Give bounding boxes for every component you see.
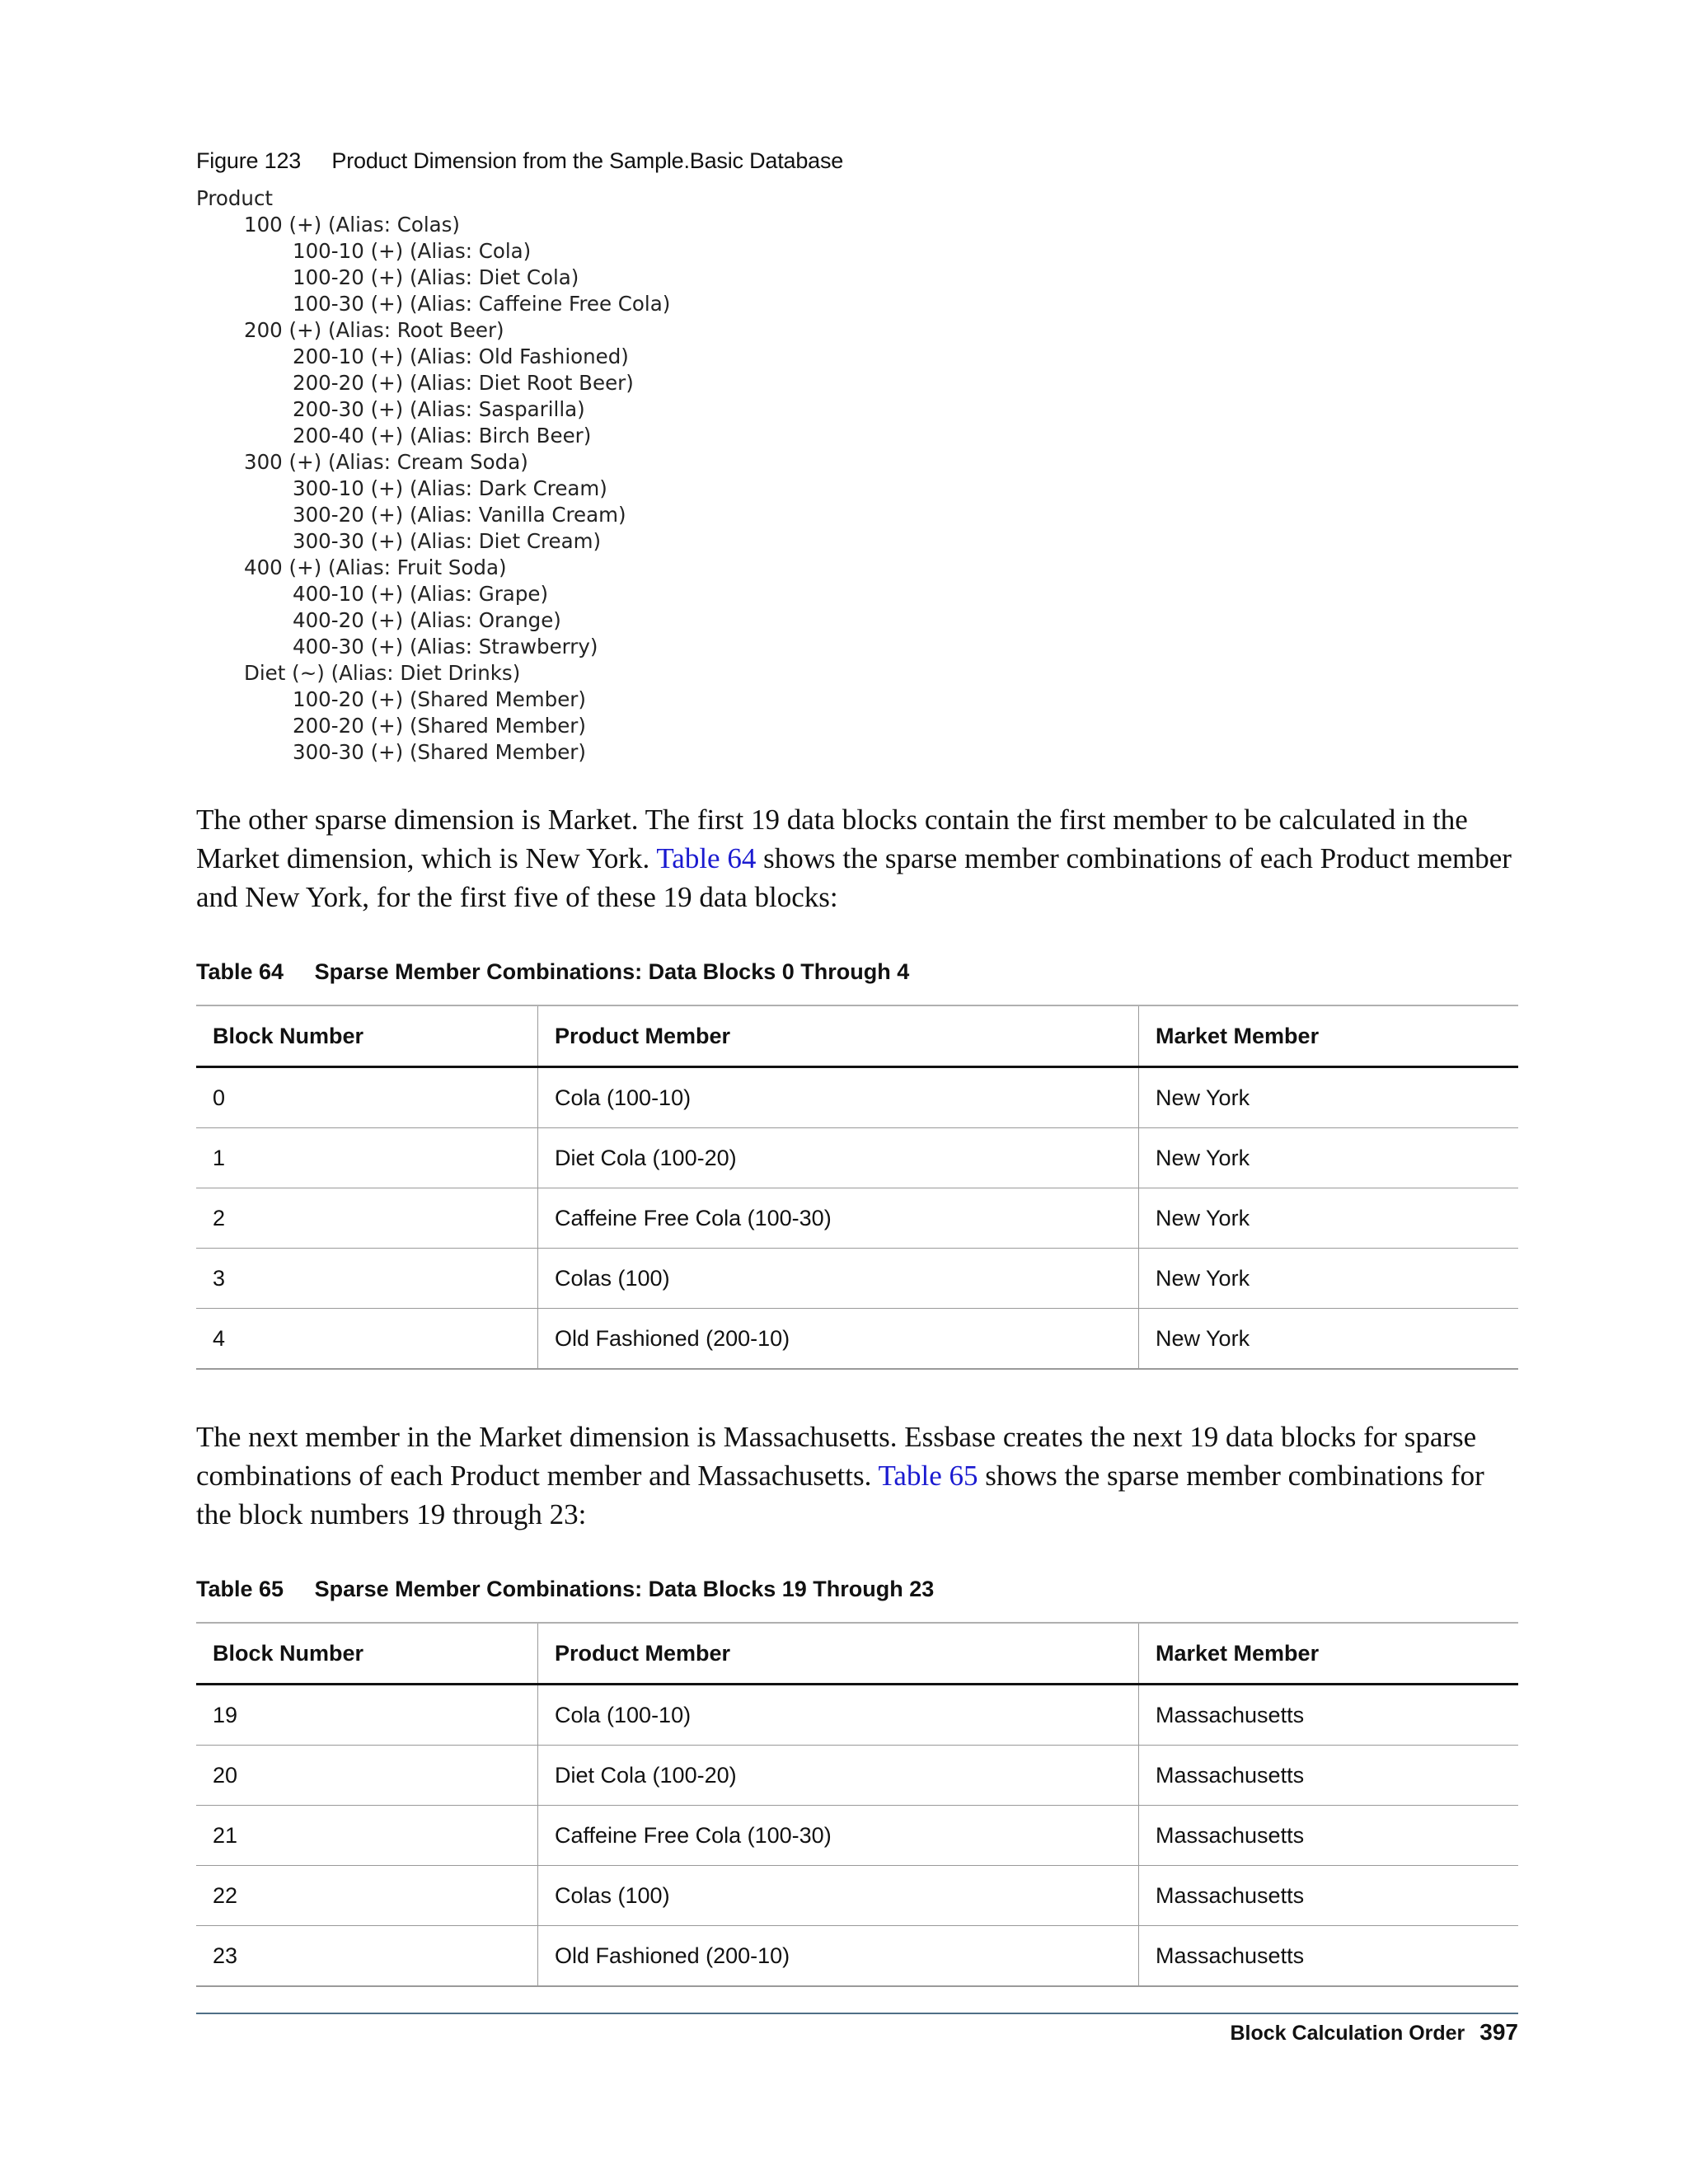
market-member-cell: Massachusetts: [1139, 1806, 1519, 1866]
tree-node: 200-10 (+) (Alias: Old Fashioned): [293, 344, 629, 368]
tree-node: 100-20 (+) (Shared Member): [293, 687, 586, 711]
tree-node: 100 (+) (Alias: Colas): [244, 213, 460, 237]
paragraph-text: The other sparse dimension is Market. The first 19 data blocks contain the first member to be calculated in the Market dimension, which is New York.: [196, 804, 1468, 874]
figure-caption: [196, 148, 1518, 174]
tree-node: Product: [196, 186, 274, 210]
tree-node: 100-20 (+) (Alias: Diet Cola): [293, 265, 579, 289]
table-row: [196, 1309, 1518, 1370]
product-member-cell: Diet Cola (100-20): [538, 1128, 1139, 1188]
tree-node: Diet (~) (Alias: Diet Drinks): [244, 661, 521, 685]
tree-node: 300-10 (+) (Alias: Dark Cream): [293, 476, 607, 500]
column-header: Product Member: [538, 1623, 1139, 1685]
product-dimension-tree: [196, 185, 1518, 766]
block-number-cell: 19: [196, 1685, 538, 1746]
paragraph-massachusetts: [196, 1418, 1518, 1534]
block-number-cell: 21: [196, 1806, 538, 1866]
column-header: Product Member: [538, 1005, 1139, 1067]
tree-node: 200-30 (+) (Alias: Sasparilla): [293, 397, 585, 421]
tree-node: 200 (+) (Alias: Root Beer): [244, 318, 504, 342]
column-header: Market Member: [1139, 1623, 1519, 1685]
tree-node: 100-30 (+) (Alias: Caffeine Free Cola): [293, 292, 671, 316]
paragraph-text: shows the sparse member combinations for the block numbers 19 through 23:: [196, 1460, 1484, 1530]
table-row: [196, 1926, 1518, 1987]
paragraph-new-york: [196, 800, 1518, 916]
table-65: [196, 1622, 1518, 1987]
table-row: [196, 1806, 1518, 1866]
footer-divider: [196, 2013, 1518, 2014]
table-title: Sparse Member Combinations: Data Blocks 0 Through 4: [314, 959, 910, 984]
block-number-cell: 2: [196, 1188, 538, 1249]
tree-node: 300 (+) (Alias: Cream Soda): [244, 450, 528, 474]
tree-node: 400-30 (+) (Alias: Strawberry): [293, 635, 598, 658]
figure-title: Product Dimension from the Sample.Basic Database: [331, 148, 844, 173]
product-member-cell: Caffeine Free Cola (100-30): [538, 1806, 1139, 1866]
tree-node: 400-20 (+) (Alias: Orange): [293, 608, 561, 632]
table-number: Table 65: [196, 1577, 284, 1601]
paragraph-text: The next member in the Market dimension is Massachusetts. Essbase creates the next 19 data blocks for sparse combinations of each Product member and Massachusetts.: [196, 1421, 1477, 1492]
block-number-cell: 20: [196, 1746, 538, 1806]
tree-node: 300-30 (+) (Shared Member): [293, 740, 586, 764]
block-number-cell: 1: [196, 1128, 538, 1188]
tree-node: 300-20 (+) (Alias: Vanilla Cream): [293, 503, 626, 527]
table-64: [196, 1005, 1518, 1370]
table-64-caption: [196, 959, 1518, 985]
block-number-cell: 0: [196, 1067, 538, 1128]
page-number: 397: [1479, 2019, 1518, 2045]
product-member-cell: Colas (100): [538, 1866, 1139, 1926]
block-number-cell: 3: [196, 1249, 538, 1309]
page-footer: [1230, 2019, 1518, 2046]
paragraph-text: shows the sparse member combinations of each Product member and New York, for the first five of these 19 data blocks:: [196, 842, 1512, 913]
product-member-cell: Old Fashioned (200-10): [538, 1309, 1139, 1370]
tree-node: 300-30 (+) (Alias: Diet Cream): [293, 529, 602, 553]
table-title: Sparse Member Combinations: Data Blocks 19 Through 23: [314, 1577, 935, 1601]
column-header: Market Member: [1139, 1005, 1519, 1067]
column-header: Block Number: [196, 1005, 538, 1067]
tree-node: 400 (+) (Alias: Fruit Soda): [244, 555, 507, 579]
column-header: Block Number: [196, 1623, 538, 1685]
block-number-cell: 22: [196, 1866, 538, 1926]
table-header-row: [196, 1005, 1518, 1067]
table-number: Table 64: [196, 959, 284, 984]
table-row: [196, 1128, 1518, 1188]
table-row: [196, 1249, 1518, 1309]
tree-node: 200-40 (+) (Alias: Birch Beer): [293, 424, 592, 448]
table-header-row: [196, 1623, 1518, 1685]
tree-node: 400-10 (+) (Alias: Grape): [293, 582, 549, 606]
table-row: [196, 1188, 1518, 1249]
table-65-link[interactable]: Table 65: [878, 1460, 978, 1492]
market-member-cell: New York: [1139, 1188, 1519, 1249]
table-64-link[interactable]: Table 64: [656, 842, 757, 874]
product-member-cell: Cola (100-10): [538, 1685, 1139, 1746]
market-member-cell: Massachusetts: [1139, 1746, 1519, 1806]
market-member-cell: New York: [1139, 1249, 1519, 1309]
table-row: [196, 1685, 1518, 1746]
block-number-cell: 23: [196, 1926, 538, 1987]
market-member-cell: Massachusetts: [1139, 1926, 1519, 1987]
document-page: [196, 140, 1518, 2035]
figure-number: Figure 123: [196, 148, 302, 173]
product-member-cell: Caffeine Free Cola (100-30): [538, 1188, 1139, 1249]
product-member-cell: Old Fashioned (200-10): [538, 1926, 1139, 1987]
table-row: [196, 1746, 1518, 1806]
product-member-cell: Diet Cola (100-20): [538, 1746, 1139, 1806]
product-member-cell: Colas (100): [538, 1249, 1139, 1309]
table-65-caption: [196, 1577, 1518, 1602]
market-member-cell: New York: [1139, 1309, 1519, 1370]
footer-section-title: Block Calculation Order: [1230, 2022, 1465, 2045]
market-member-cell: Massachusetts: [1139, 1866, 1519, 1926]
table-row: [196, 1866, 1518, 1926]
tree-node: 200-20 (+) (Shared Member): [293, 714, 586, 738]
market-member-cell: New York: [1139, 1067, 1519, 1128]
market-member-cell: Massachusetts: [1139, 1685, 1519, 1746]
tree-node: 100-10 (+) (Alias: Cola): [293, 239, 532, 263]
market-member-cell: New York: [1139, 1128, 1519, 1188]
product-member-cell: Cola (100-10): [538, 1067, 1139, 1128]
block-number-cell: 4: [196, 1309, 538, 1370]
table-row: [196, 1067, 1518, 1128]
tree-node: 200-20 (+) (Alias: Diet Root Beer): [293, 371, 634, 395]
